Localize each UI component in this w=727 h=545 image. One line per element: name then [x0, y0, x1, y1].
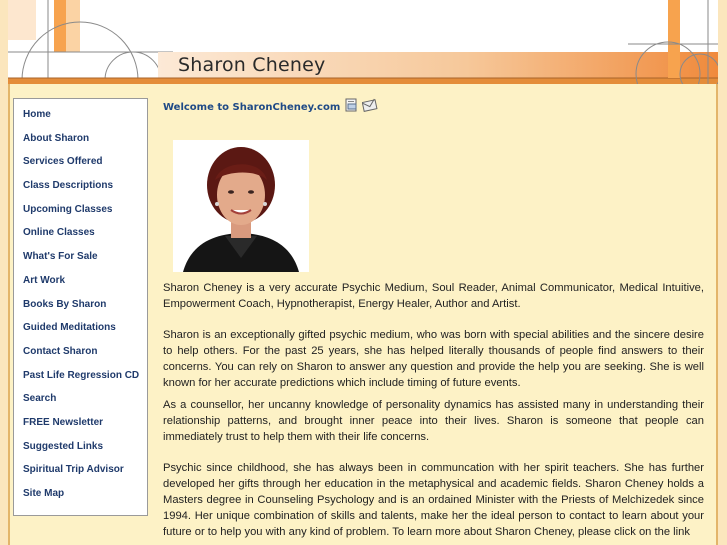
welcome-row [163, 96, 706, 118]
nav-item-spiritual-trip-advisor[interactable]: Spiritual Trip Advisor [23, 464, 124, 476]
nav-item-art-work[interactable]: Art Work [23, 274, 66, 286]
paragraph-intro: Sharon Cheney is a very accurate Psychic Medium, Soul Reader, Animal Communicator, Medical Intuitive, Empowerment Coach, Hypnotherapist, Energy Healer, Author and Artist. [163, 282, 704, 310]
email-icon[interactable] [362, 98, 378, 117]
nav-item-past-life-regression-cd[interactable]: Past Life Regression CD [23, 369, 140, 381]
welcome-heading: Welcome to SharonCheney.com [163, 101, 341, 113]
nav-item-suggested-links[interactable]: Suggested Links [23, 440, 104, 452]
paragraph-counsellor: As a counsellor, her uncanny knowledge of personality dynamics has assisted many in understanding their relationship patterns, and brought inner peace into their lives. Sharon is someone that people can immediately trust to help them with their life concerns. [163, 399, 704, 443]
nav-item-online-classes[interactable]: Online Classes [23, 227, 95, 239]
nav-item-free-newsletter[interactable]: FREE Newsletter [23, 416, 104, 428]
nav-item-about-sharon[interactable]: About Sharon [23, 132, 90, 144]
intro-text [163, 280, 704, 540]
sidebar-nav [13, 98, 148, 516]
nav-item-books-by-sharon[interactable]: Books By Sharon [23, 298, 107, 310]
paragraph-psychic-medium: Sharon is an exceptionally gifted psychic medium, who was born with special abilities and the sincere desire to help others. For the past 25 years, she has helped literally thousands of people find answers to their concerns. You can rely on Sharon to answer any question and provide the help you are seeking. She is well known for her accurate predictions which include timing of future events. [163, 329, 704, 389]
site-title: Sharon Cheney [178, 54, 326, 76]
sharon-portrait-photo [173, 140, 309, 272]
nav-item-whats-for-sale[interactable]: What's For Sale [23, 251, 98, 263]
nav-item-home[interactable]: Home [23, 109, 51, 120]
nav-item-contact-sharon[interactable]: Contact Sharon [23, 345, 98, 357]
nav-item-services-offered[interactable]: Services Offered [23, 156, 103, 168]
nav-item-search[interactable]: Search [23, 393, 57, 405]
nav-item-guided-meditations[interactable]: Guided Meditations [23, 322, 116, 334]
site-header [8, 0, 718, 84]
print-icon[interactable] [344, 98, 358, 117]
nav-item-class-descriptions[interactable]: Class Descriptions [23, 180, 114, 192]
nav-item-site-map[interactable]: Site Map [23, 488, 65, 499]
nav-item-upcoming-classes[interactable]: Upcoming Classes [23, 203, 113, 215]
header-decoration [8, 0, 718, 84]
main-content [163, 96, 706, 538]
paragraph-background: Psychic since childhood, she has always been in communcation with her spirit teachers. She has further developed her gifts through her education in the metaphysical and academic fields. Sharon Cheney holds a Masters degree in Counseling Psychology and is an ordained Minister with the Priests of Melchizedek since 1994. Her unique combination of skills and talents, make her the ideal person to contact to learn about your future or to help you with any kind of problem. To learn more about Sharon Cheney, please click on the link [163, 462, 704, 538]
